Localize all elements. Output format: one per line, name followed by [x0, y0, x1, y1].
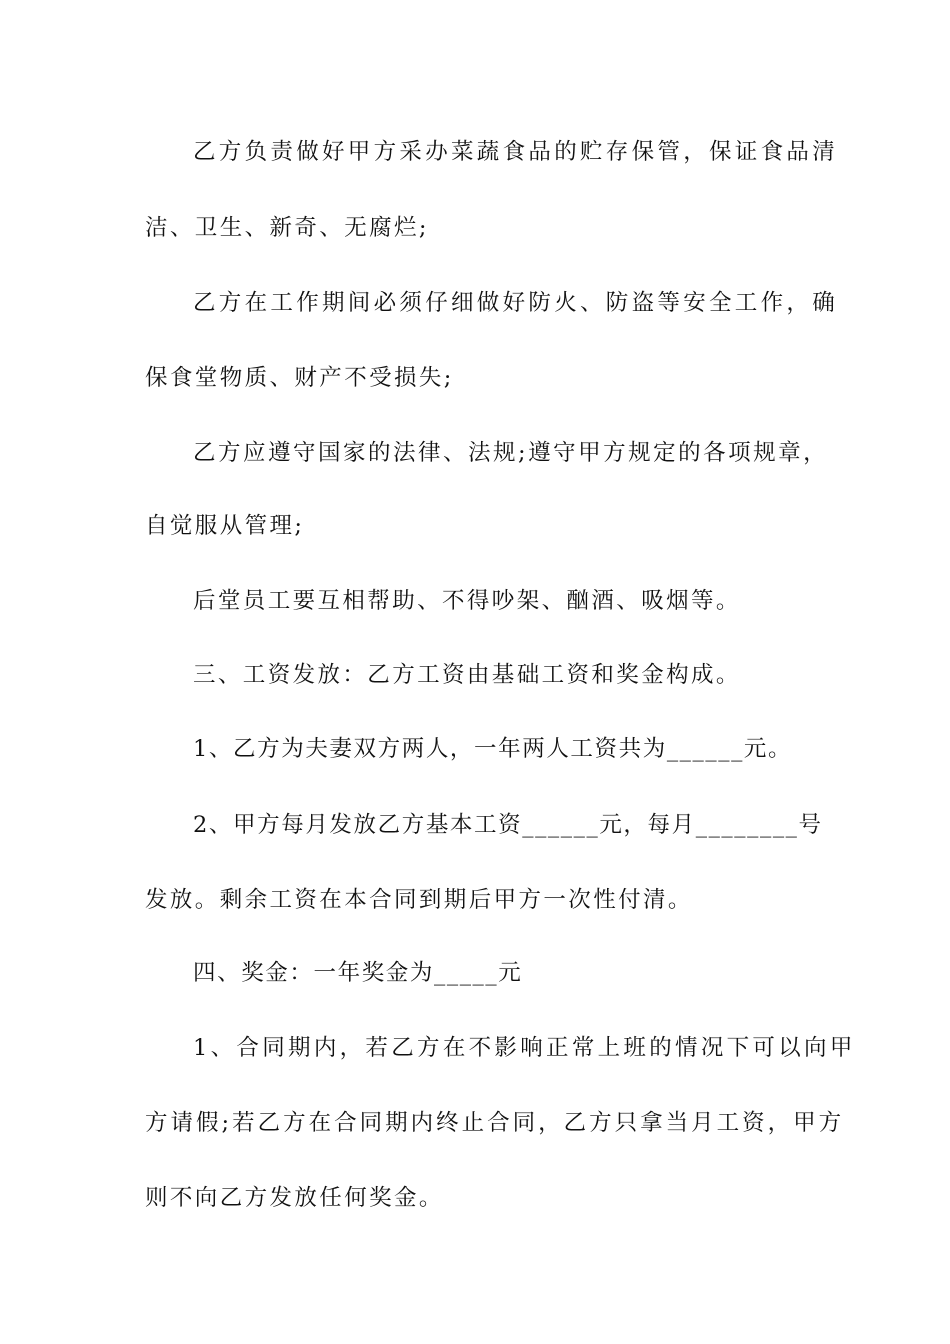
- clause-leave-line-3: 则不向乙方发放任何奖金。: [145, 1185, 444, 1211]
- clause-monthly-wage-line-1: 2、甲方每月发放乙方基本工资______元，每月________号: [193, 812, 823, 838]
- paragraph-safety-line-1: 乙方在工作期间必须仔细做好防火、防盗等安全工作，确: [193, 290, 839, 316]
- paragraph-law-line-2: 自觉服从管理;: [145, 513, 305, 539]
- paragraph-safety-line-2: 保食堂物质、财产不受损失;: [145, 365, 454, 391]
- clause-leave-line-1: 1、合同期内，若乙方在不影响正常上班的情况下可以向甲: [193, 1035, 856, 1061]
- clause-leave-line-2: 方请假;若乙方在合同期内终止合同，乙方只拿当月工资，甲方: [145, 1110, 845, 1136]
- paragraph-storage-line-1: 乙方负责做好甲方采办菜蔬食品的贮存保管，保证食品清: [193, 139, 839, 165]
- section-heading-wages: 三、工资发放：乙方工资由基础工资和奖金构成。: [193, 662, 741, 688]
- clause-monthly-wage-line-2: 发放。剩余工资在本合同到期后甲方一次性付清。: [145, 887, 693, 913]
- paragraph-staff-conduct: 后堂员工要互相帮助、不得吵架、酗酒、吸烟等。: [193, 588, 741, 614]
- section-heading-bonus: 四、奖金：一年奖金为_____元: [193, 960, 523, 986]
- paragraph-law-line-1: 乙方应遵守国家的法律、法规;遵守甲方规定的各项规章，: [193, 440, 829, 466]
- paragraph-storage-line-2: 洁、卫生、新奇、无腐烂;: [145, 215, 429, 241]
- clause-annual-wage: 1、乙方为夫妻双方两人，一年两人工资共为______元。: [193, 736, 793, 762]
